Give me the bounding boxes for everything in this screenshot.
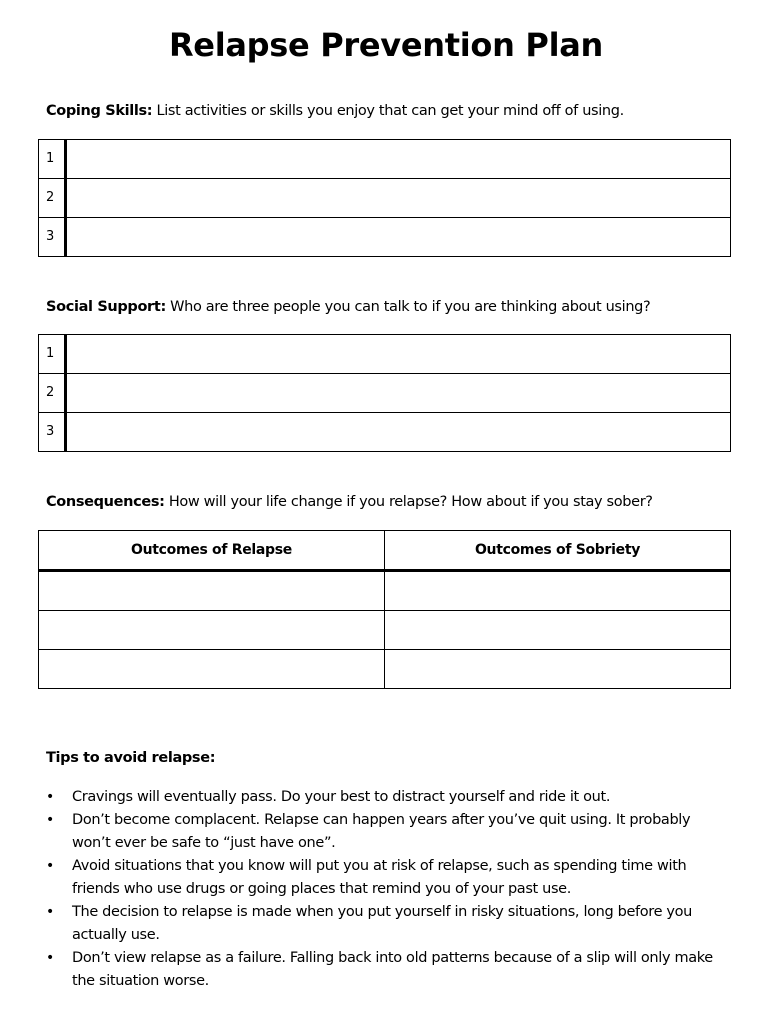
social-answer-field-3[interactable]: [66, 413, 731, 452]
row-number: 1: [39, 140, 66, 179]
social-answer-field-1[interactable]: [66, 335, 731, 374]
relapse-outcome-field-3[interactable]: [39, 650, 385, 689]
coping-row-1: [39, 140, 731, 179]
bullet-icon: •: [46, 789, 54, 805]
row-number: 3: [39, 218, 66, 257]
social-support-label: Social Support:: [46, 299, 166, 315]
tip-text: Avoid situations that you know will put you at risk of relapse, such as spending time with friends who use drugs or going places that remind you of your past use.: [72, 858, 687, 897]
coping-skills-question: List activities or skills you enjoy that can get your mind off of using.: [152, 103, 624, 119]
row-number: 2: [39, 179, 66, 218]
social-answer-field-2[interactable]: [66, 374, 731, 413]
coping-row-2: [39, 179, 731, 218]
bullet-icon: •: [46, 950, 54, 966]
bullet-icon: •: [46, 812, 54, 828]
sobriety-outcome-field-2[interactable]: [385, 611, 731, 650]
tips-heading: Tips to avoid relapse:: [46, 750, 216, 766]
social-row-1: [39, 335, 731, 374]
tips-list: [46, 786, 726, 993]
tip-text: Cravings will eventually pass. Do your best to distract yourself and ride it out.: [72, 789, 611, 805]
coping-skills-label: Coping Skills:: [46, 103, 153, 119]
tip-item: [46, 809, 726, 855]
coping-answer-field-2[interactable]: [66, 179, 731, 218]
sobriety-outcome-field-1[interactable]: [385, 571, 731, 611]
outcomes-of-sobriety-header: Outcomes of Sobriety: [385, 531, 731, 571]
social-support-prompt: [46, 299, 650, 315]
consequences-row-3: [39, 650, 731, 689]
tip-text: Don’t view relapse as a failure. Falling back into old patterns because of a slip will only make the situation worse.: [72, 950, 713, 989]
consequences-header-row: [39, 531, 731, 571]
relapse-outcome-field-1[interactable]: [39, 571, 385, 611]
tip-item: [46, 855, 726, 901]
row-number: 2: [39, 374, 66, 413]
social-support-question: Who are three people you can talk to if you are thinking about using?: [165, 299, 651, 315]
social-row-2: [39, 374, 731, 413]
tip-item: [46, 901, 726, 947]
relapse-outcome-field-2[interactable]: [39, 611, 385, 650]
bullet-icon: •: [46, 904, 54, 920]
social-support-table: [38, 334, 731, 452]
consequences-table: [38, 530, 731, 689]
coping-answer-field-3[interactable]: [66, 218, 731, 257]
consequences-label: Consequences:: [46, 494, 165, 510]
consequences-prompt: [46, 494, 653, 510]
bullet-icon: •: [46, 858, 54, 874]
tip-item: [46, 947, 726, 993]
coping-row-3: [39, 218, 731, 257]
tip-text: The decision to relapse is made when you put yourself in risky situations, long before you actually use.: [72, 904, 693, 943]
sobriety-outcome-field-3[interactable]: [385, 650, 731, 689]
coping-answer-field-1[interactable]: [66, 140, 731, 179]
consequences-question: How will your life change if you relapse? How about if you stay sober?: [164, 494, 653, 510]
row-number: 1: [39, 335, 66, 374]
tip-text: Don’t become complacent. Relapse can happen years after you’ve quit using. It probably won’t ever be safe to “just have one”.: [72, 812, 691, 851]
coping-skills-table: [38, 139, 731, 257]
consequences-row-2: [39, 611, 731, 650]
consequences-row-1: [39, 571, 731, 611]
outcomes-of-relapse-header: Outcomes of Relapse: [39, 531, 385, 571]
social-row-3: [39, 413, 731, 452]
row-number: 3: [39, 413, 66, 452]
tip-item: [46, 786, 726, 809]
page-title: Relapse Prevention Plan: [168, 26, 604, 64]
coping-skills-prompt: [46, 103, 624, 119]
